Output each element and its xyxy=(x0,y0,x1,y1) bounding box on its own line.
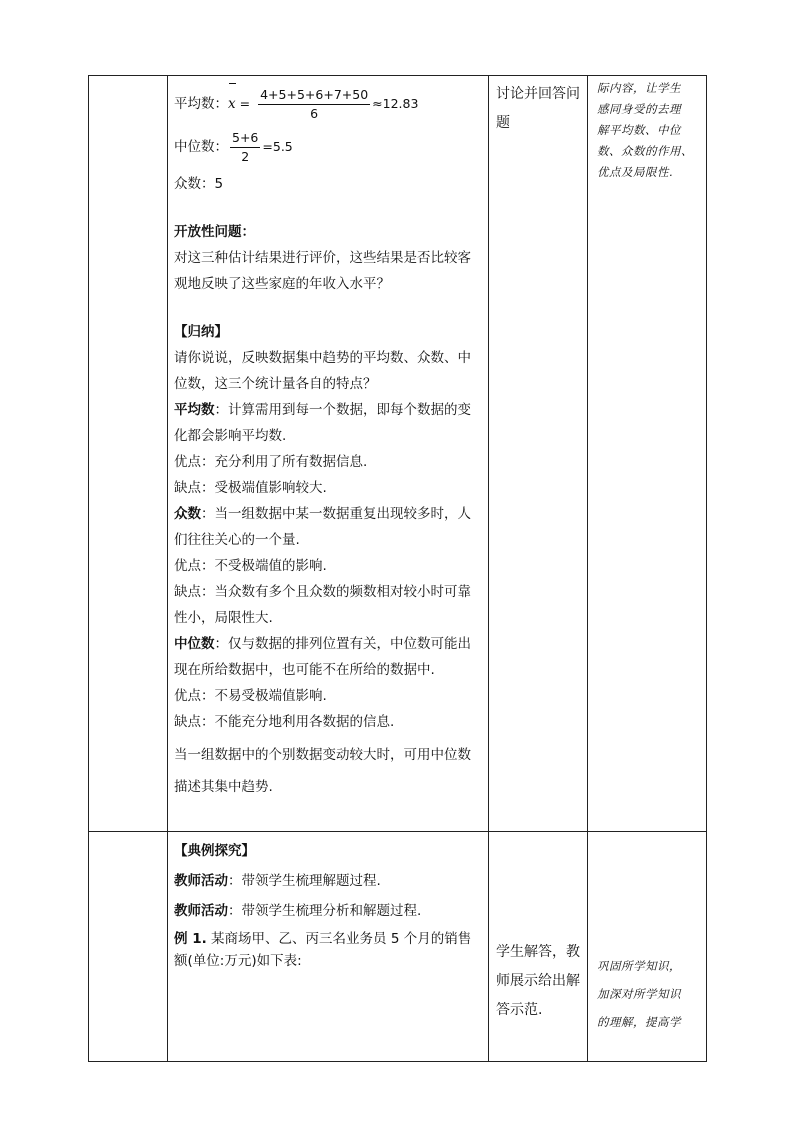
row1-intent-line-2: 感同身受的去理 xyxy=(597,102,681,116)
row2-intent-line-3: 的理解，提高学 xyxy=(597,1015,681,1029)
row2-intent-cell xyxy=(597,952,705,1036)
mean-description: ：计算需用到每一个数据，即每个数据的变 xyxy=(214,402,471,418)
row1-student-activity-cell xyxy=(496,80,584,138)
row2-student-activity-cell xyxy=(496,938,584,1025)
mean-fraction xyxy=(258,86,370,123)
row1-intent-line-5: 优点及局限性. xyxy=(597,165,674,179)
row2-intent-line-1: 巩固所学知识， xyxy=(597,959,681,973)
median-result: =5.5 xyxy=(262,139,293,154)
conclusion-line-2: 描述其集中趋势. xyxy=(174,779,273,795)
median-denominator: 2 xyxy=(230,147,260,166)
teacher-activity-1-term: 教师活动 xyxy=(174,873,228,889)
row1-activity-line-1: 讨论并回答问 xyxy=(496,86,580,102)
median-formula xyxy=(174,127,486,167)
mean-symbol: x xyxy=(228,80,236,124)
mean-formula xyxy=(174,80,486,120)
median-term: 中位数 xyxy=(174,636,215,652)
row2-activity-line-2: 师展示给出解 xyxy=(496,973,580,989)
median-fraction xyxy=(230,129,260,166)
mode-pros: 优点：不受极端值的影响. xyxy=(174,558,327,574)
mean-denominator: 6 xyxy=(258,104,370,123)
teacher-activity-2 xyxy=(174,898,486,924)
column-border-right xyxy=(706,75,707,1062)
mean-numerator: 4+5+5+6+7+50 xyxy=(260,86,369,102)
row1-activity-line-2: 题 xyxy=(496,115,510,131)
row2-content-cell xyxy=(174,838,486,972)
median-description-line-2: 现在所给数据中，也可能不在所给的数据中. xyxy=(174,662,435,678)
row1-intent-line-1: 际内容，让学生 xyxy=(597,81,681,95)
mode-description-line-2: 们往往关心的一个量. xyxy=(174,532,300,548)
mean-equals: = xyxy=(239,96,251,111)
median-description: ：仅与数据的排列位置有关，中位数可能出 xyxy=(214,636,471,652)
mode-value: 众数：5 xyxy=(174,176,224,192)
mode-cons-line-2: 性小，局限性大. xyxy=(174,610,273,626)
column-border-left xyxy=(88,75,89,1062)
open-question-line-1: 对这三种估计结果进行评价，这些结果是否比较客 xyxy=(174,250,471,266)
example-section-title: 【典例探究】 xyxy=(174,843,255,859)
mode-description-line-1 xyxy=(174,501,486,527)
mean-description-line-2: 化都会影响平均数. xyxy=(174,428,287,444)
teacher-activity-2-text: ：带领学生梳理分析和解题过程. xyxy=(228,903,422,919)
row1-intent-line-3: 解平均数、中位 xyxy=(597,123,681,137)
row2-intent-line-2: 加深对所学知识 xyxy=(597,987,681,1001)
example-number: 例 1. xyxy=(174,931,207,947)
example-line-1 xyxy=(174,928,486,950)
mean-description-line-1 xyxy=(174,397,486,423)
open-question-line-2: 观地反映了这些家庭的年收入水平？ xyxy=(174,276,390,292)
column-border-1 xyxy=(167,75,168,1062)
median-pros: 优点：不易受极端值影响. xyxy=(174,688,327,704)
summary-title: 【归纳】 xyxy=(174,324,228,340)
mean-label: 平均数： xyxy=(174,96,228,112)
row2-activity-line-1: 学生解答，教 xyxy=(496,944,580,960)
row2-activity-line-3: 答示范. xyxy=(496,1002,543,1018)
open-question-title: 开放性问题： xyxy=(174,224,255,240)
row-divider xyxy=(88,831,706,832)
teacher-activity-1 xyxy=(174,868,486,894)
mean-term: 平均数 xyxy=(174,402,215,418)
mean-cons: 缺点：受极端值影响较大. xyxy=(174,480,327,496)
median-description-line-1 xyxy=(174,631,486,657)
column-border-3 xyxy=(587,75,588,1062)
median-label: 中位数： xyxy=(174,139,228,155)
median-cons: 缺点：不能充分地利用各数据的信息. xyxy=(174,714,395,730)
teacher-activity-1-text: ：带领学生梳理解题过程. xyxy=(228,873,381,889)
mean-result: ≈12.83 xyxy=(372,96,419,111)
mode-cons-line-1: 缺点：当众数有多个且众数的频数相对较小时可靠 xyxy=(174,584,471,600)
example-text-1: 某商场甲、乙、丙三名业务员 5 个月的销售 xyxy=(206,931,472,947)
table-top-border xyxy=(88,75,706,76)
conclusion-line-1: 当一组数据中的个别数据变动较大时，可用中位数 xyxy=(174,747,471,763)
example-line-2: 额(单位:万元)如下表: xyxy=(174,953,302,969)
row1-intent-line-4: 数、众数的作用、 xyxy=(597,144,693,158)
teacher-activity-2-term: 教师活动 xyxy=(174,903,228,919)
mean-pros: 优点：充分利用了所有数据信息. xyxy=(174,454,368,470)
row1-intent-cell xyxy=(597,78,705,183)
mode-description: ：当一组数据中某一数据重复出现较多时，人 xyxy=(201,506,471,522)
table-bottom-border xyxy=(88,1061,706,1062)
mode-term: 众数 xyxy=(174,506,201,522)
median-numerator: 5+6 xyxy=(232,129,259,145)
summary-question-line-1: 请你说说，反映数据集中趋势的平均数、众数、中 xyxy=(174,350,471,366)
row1-content-cell xyxy=(174,80,486,800)
column-border-2 xyxy=(488,75,489,1062)
summary-question-line-2: 位数，这三个统计量各自的特点？ xyxy=(174,376,377,392)
